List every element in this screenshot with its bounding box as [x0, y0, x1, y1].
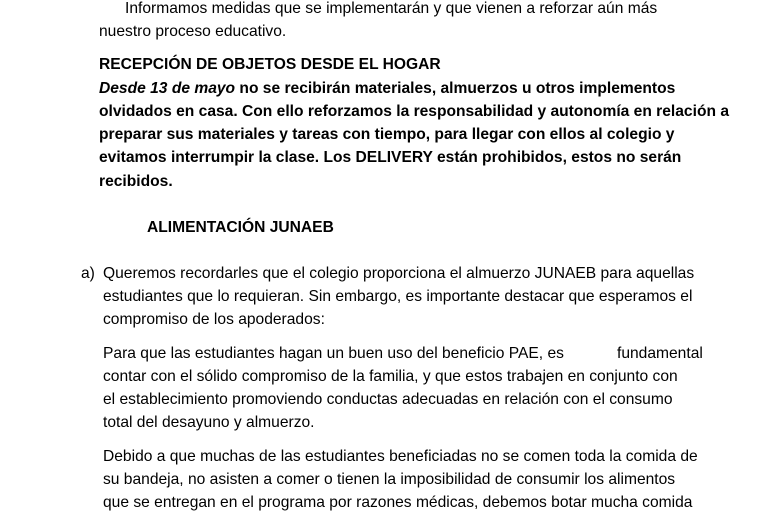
list-marker-a: a): [81, 265, 95, 282]
recepcion-date: Desde 13 de mayo: [99, 80, 236, 97]
recepcion-line-5: recibidos.: [99, 173, 173, 190]
para2-line-2: su bandeja, no asisten a comer o tienen la imposibilidad de consumir los alimentos: [103, 471, 676, 488]
para1-line-1a: Para que las estudiantes hagan un buen uso del beneficio PAE, es: [103, 345, 564, 362]
item-a-line-3: compromiso de los apoderados:: [103, 311, 325, 328]
recepcion-line-3: preparar sus materiales y tareas con tiempo, para llegar con ellos al colegio y: [99, 126, 675, 143]
intro-line-2: nuestro proceso educativo.: [99, 23, 287, 40]
recepcion-line-1: [99, 77, 675, 101]
recepcion-line-2: olvidados en casa. Con ello reforzamos la responsabilidad y autonomía en relación a: [99, 103, 729, 120]
para2-line-3: que se entregan en el programa por razones médicas, debemos botar mucha comida: [103, 494, 693, 511]
recepcion-heading: RECEPCIÓN DE OBJETOS DESDE EL HOGAR: [99, 56, 441, 73]
para2-line-1: Debido a que muchas de las estudiantes beneficiadas no se comen toda la comida de: [103, 448, 698, 465]
intro-line-1: Informamos medidas que se implementarán y que vienen a reforzar aún más: [125, 0, 658, 17]
para1-line-3: el establecimiento promoviendo conductas adecuadas en relación con el consumo: [103, 391, 673, 408]
para1-line-4: total del desayuno y almuerzo.: [103, 414, 315, 431]
recepcion-line-4: evitamos interrumpir la clase. Los DELIVERY están prohibidos, estos no serán: [99, 149, 682, 166]
para1-line-1b: fundamental: [617, 345, 703, 362]
item-a-line-1: Queremos recordarles que el colegio proporciona el almuerzo JUNAEB para aquellas: [103, 265, 695, 282]
para1-line-2: contar con el sólido compromiso de la familia, y que estos trabajen en conjunto con: [103, 368, 678, 385]
alimentacion-heading: ALIMENTACIÓN JUNAEB: [147, 219, 334, 236]
recepcion-line-1-rest: no se recibirán materiales, almuerzos u otros implementos: [235, 80, 676, 97]
item-a-line-2: estudiantes que lo requieran. Sin embargo, es importante destacar que esperamos el: [103, 288, 693, 305]
